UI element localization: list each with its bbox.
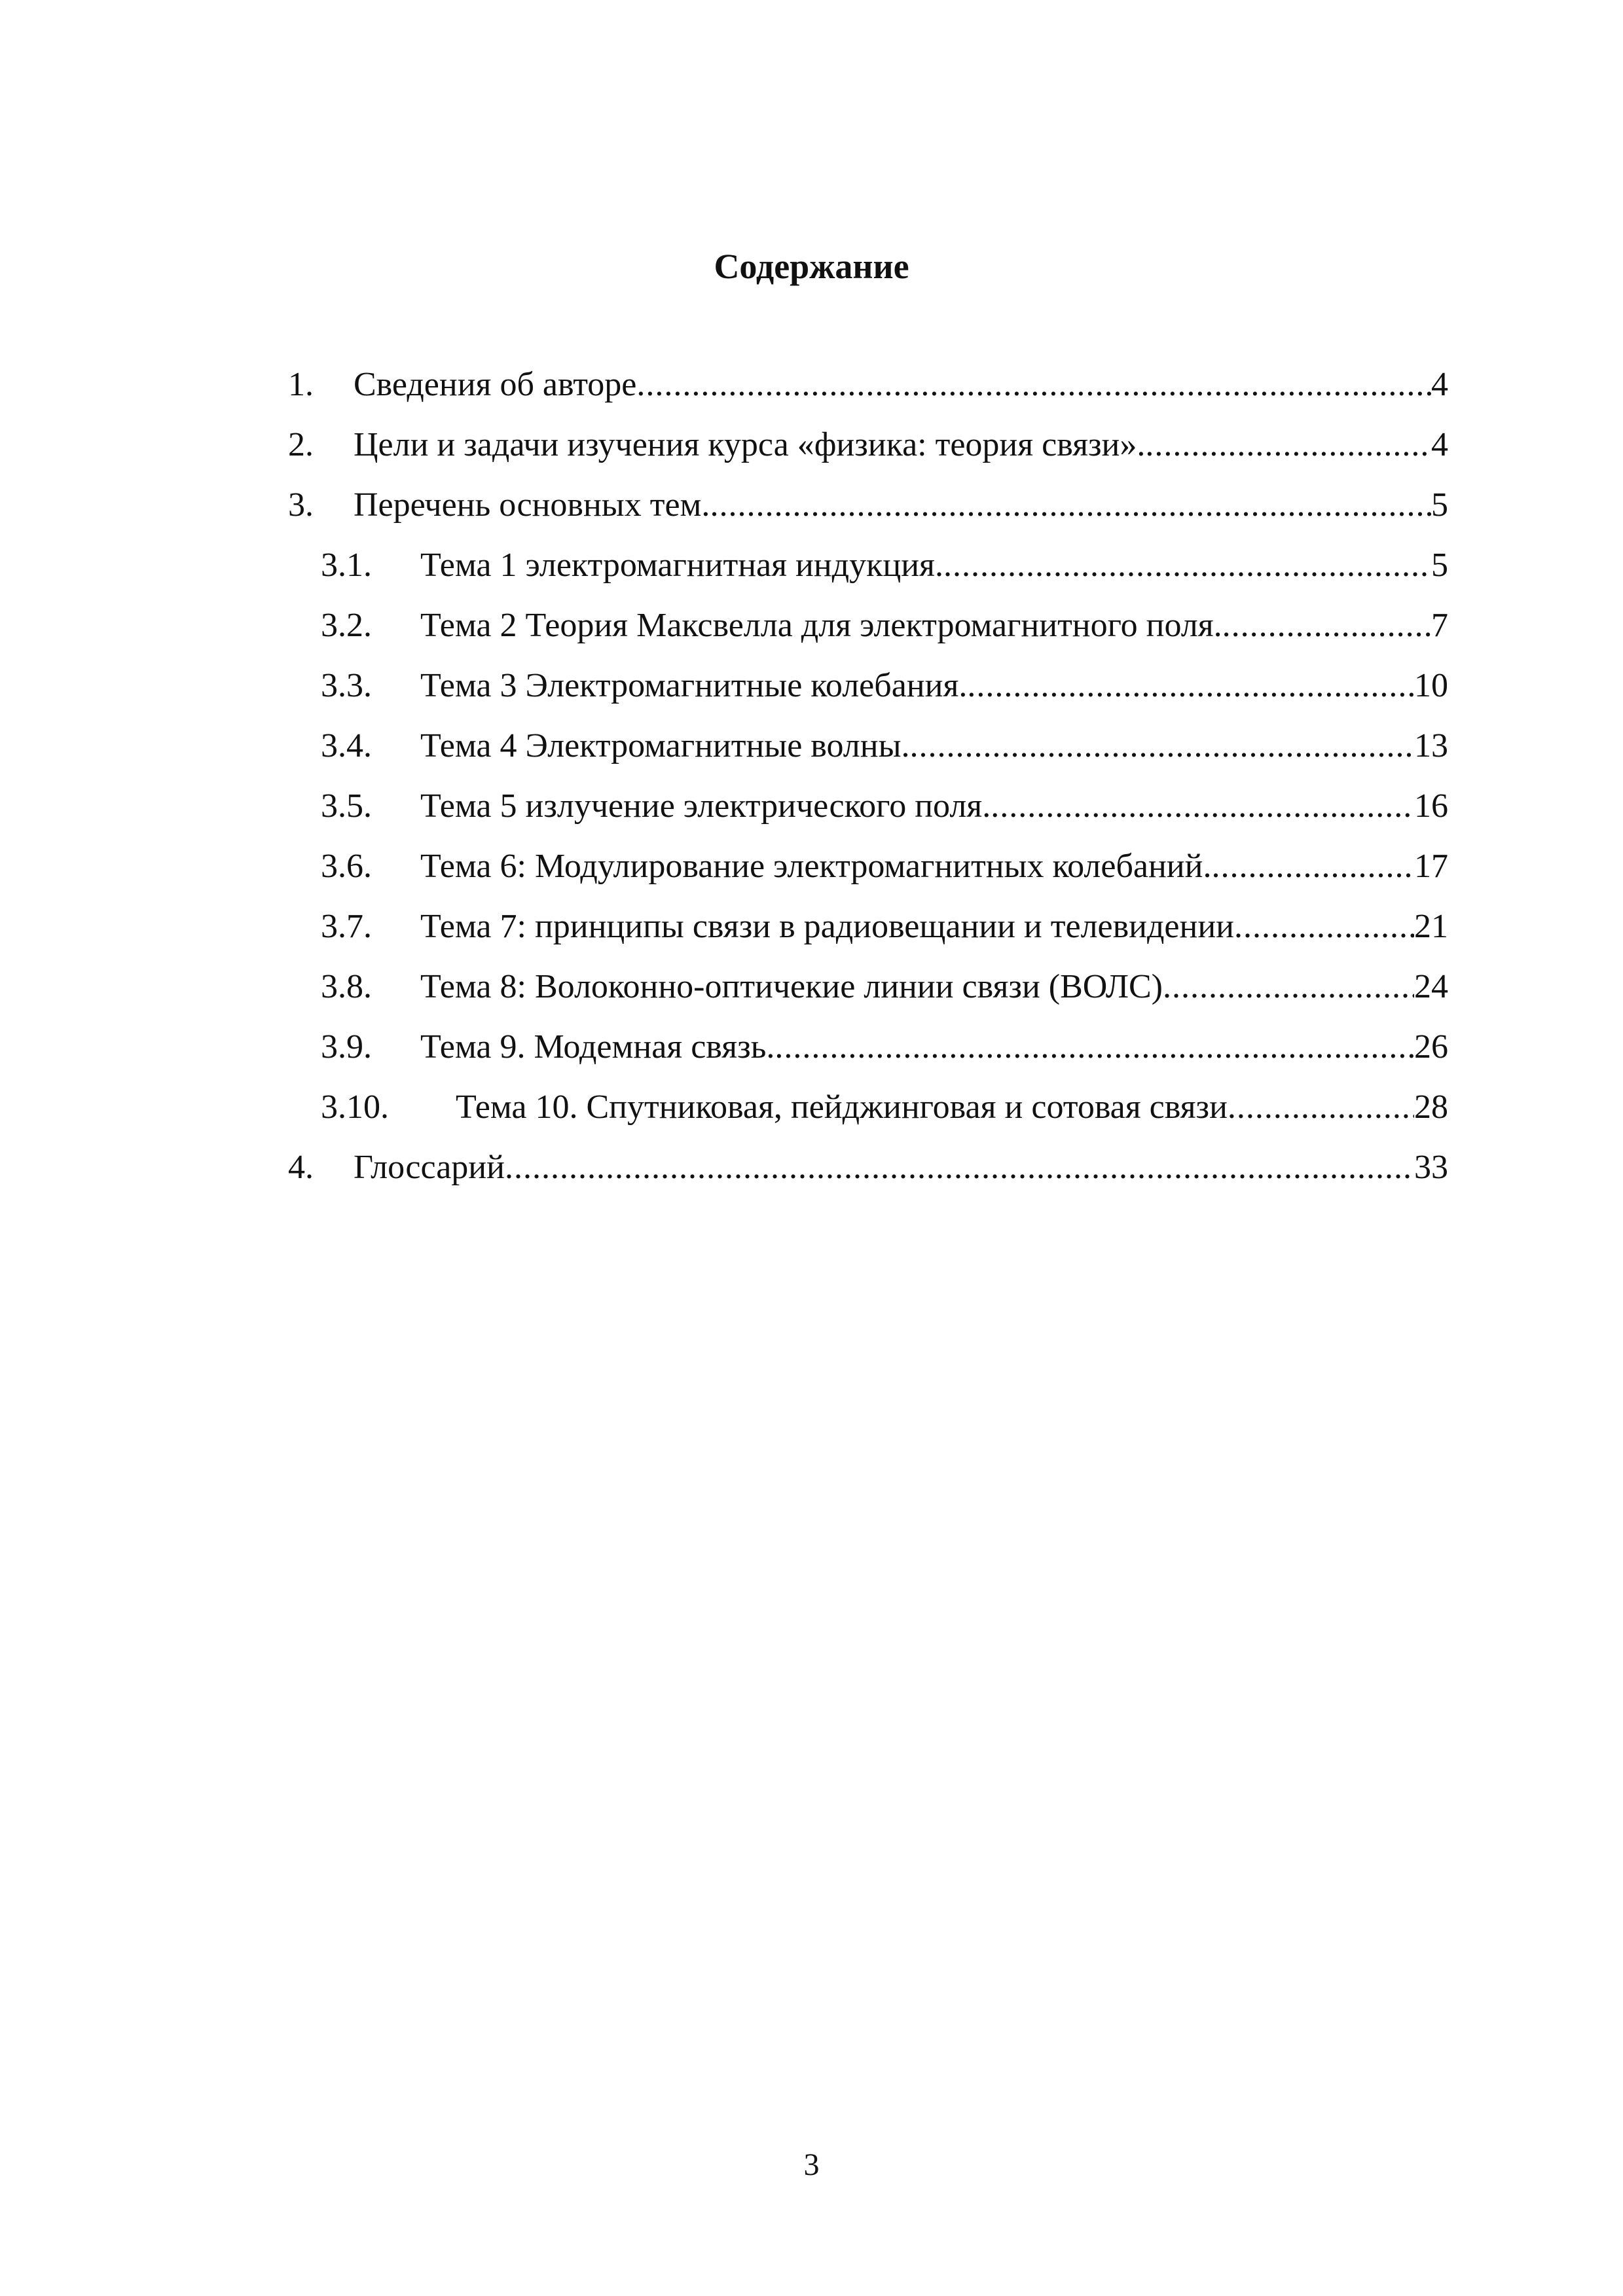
toc-dot-leader: [991, 785, 1414, 827]
toc-entry-page: 7: [1431, 607, 1448, 644]
toc-entry-page: 28: [1414, 1088, 1448, 1126]
toc-dot-leader: [910, 725, 1414, 767]
toc-entry-number: 3.10.: [321, 1088, 389, 1126]
toc-entry-number: 3.3.: [321, 667, 372, 704]
toc-entry-number: 3.6.: [321, 848, 372, 885]
toc-entry-number: 3.8.: [321, 968, 372, 1005]
table-of-contents: [288, 346, 1448, 1189]
toc-dot-leader: [775, 1026, 1414, 1068]
toc-dot-leader: [1211, 846, 1414, 888]
toc-entry[interactable]: [288, 767, 1448, 827]
toc-entry-page: 4: [1431, 426, 1448, 463]
toc-entry[interactable]: [288, 1008, 1448, 1068]
toc-entry-number: 3.2.: [321, 607, 372, 644]
toc-entry-label: Тема 7: принципы связи в радиовещании и телевидении: [420, 908, 1234, 945]
toc-entry[interactable]: [288, 466, 1448, 526]
toc-entry-page: 16: [1414, 787, 1448, 825]
toc-entry-label: Тема 10. Спутниковая, пейджинговая и сотовая связи: [456, 1088, 1228, 1126]
toc-entry-page: 26: [1414, 1028, 1448, 1066]
toc-entry-label: Глоссарий: [354, 1149, 505, 1186]
toc-dot-leader: [1145, 424, 1431, 466]
toc-entry-page: 21: [1414, 908, 1448, 945]
toc-entry[interactable]: [288, 888, 1448, 948]
toc-entry-label: Перечень основных тем.: [354, 486, 710, 524]
toc-dot-leader: [1234, 906, 1414, 948]
toc-entry-page: 4: [1431, 366, 1448, 403]
toc-entry-label: Тема 9. Модемная связь.: [420, 1028, 775, 1066]
page-number: 3: [803, 2147, 820, 2182]
toc-entry[interactable]: [288, 948, 1448, 1008]
toc-entry-page: 13: [1414, 727, 1448, 764]
toc-dot-leader: [1222, 605, 1431, 647]
toc-entry-number: 3.4.: [321, 727, 372, 764]
toc-entry[interactable]: [288, 647, 1448, 707]
toc-entry[interactable]: [288, 526, 1448, 586]
toc-entry-page: 17: [1414, 848, 1448, 885]
toc-entry-page: 5: [1431, 486, 1448, 524]
toc-entry-number: 3.7.: [321, 908, 372, 945]
toc-entry-number: 3.: [288, 486, 314, 524]
toc-entry[interactable]: [288, 1068, 1448, 1128]
toc-entry-page: 5: [1431, 547, 1448, 584]
toc-entry-label: Тема 3 Электромагнитные колебания.: [420, 667, 968, 704]
toc-dot-leader: [1228, 1086, 1414, 1128]
toc-dot-leader: [636, 364, 1431, 406]
toc-entry-number: 1.: [288, 366, 314, 403]
toc-entry[interactable]: [288, 406, 1448, 466]
toc-dot-leader: [710, 484, 1431, 526]
toc-entry-label: Тема 8: Волоконно-оптичекие линии связи (ВОЛС): [420, 968, 1163, 1005]
toc-entry-number: 3.9.: [321, 1028, 372, 1066]
toc-dot-leader: [943, 545, 1431, 586]
toc-dot-leader: [1163, 966, 1414, 1008]
toc-entry[interactable]: [288, 707, 1448, 767]
toc-entry[interactable]: [288, 1128, 1448, 1189]
toc-entry-label: Тема 1 электромагнитная индукция.: [420, 547, 943, 584]
toc-entry-number: 2.: [288, 426, 314, 463]
toc-entry-label: Тема 5 излучение электрического поля.: [420, 787, 991, 825]
toc-entry-page: 10: [1414, 667, 1448, 704]
toc-entry-page: 24: [1414, 968, 1448, 1005]
toc-entry-label: Тема 6: Модулирование электромагнитных колебаний.: [420, 848, 1212, 885]
toc-entry-label: Сведения об авторе: [354, 366, 637, 403]
toc-entry-number: 4.: [288, 1149, 314, 1186]
toc-entry-number: 3.5.: [321, 787, 372, 825]
toc-entry-label: Тема 2 Теория Максвелла для электромагнитного поля.: [420, 607, 1222, 644]
toc-entry-page: 33: [1414, 1149, 1448, 1186]
toc-entry[interactable]: [288, 586, 1448, 647]
page-title: Содержание: [714, 247, 909, 286]
toc-dot-leader: [505, 1147, 1414, 1189]
toc-entry[interactable]: [288, 827, 1448, 888]
toc-dot-leader: [967, 665, 1414, 707]
toc-entry-number: 3.1.: [321, 547, 372, 584]
toc-entry-label: Тема 4 Электромагнитные волны.: [420, 727, 910, 764]
toc-entry[interactable]: [288, 346, 1448, 406]
toc-entry-label: Цели и задачи изучения курса «физика: теория связи».: [354, 426, 1146, 463]
